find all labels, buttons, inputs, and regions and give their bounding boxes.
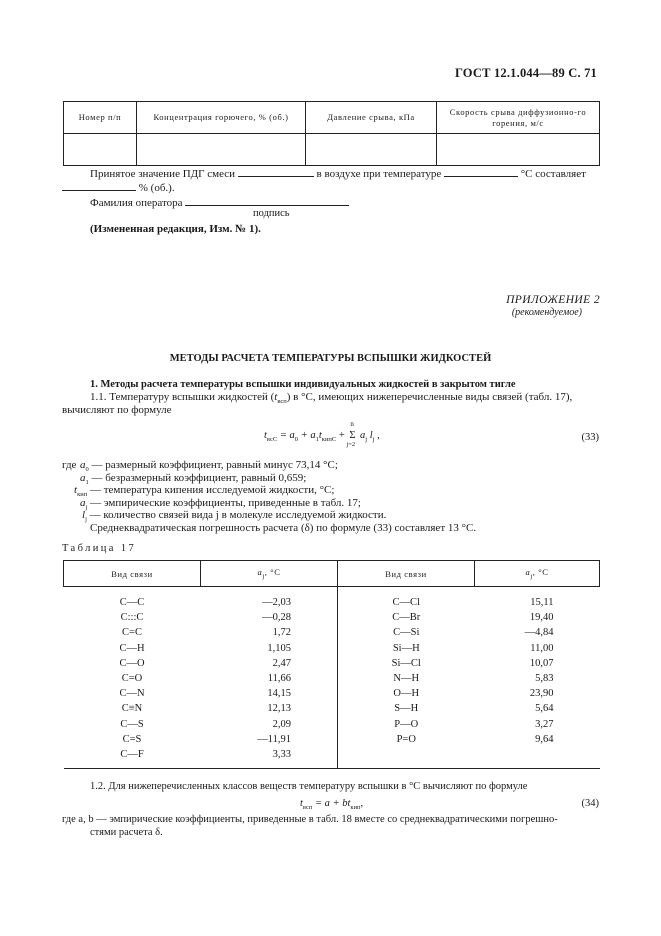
coef-cell: 15,11 xyxy=(530,597,554,608)
pdg-text-a: Принятое значение ПДГ смеси xyxy=(90,168,236,180)
table-row xyxy=(64,747,600,769)
coef-cell: 3,33 xyxy=(272,749,291,761)
col-pressure: Давление срыва, кПа xyxy=(306,102,437,134)
empty-cell xyxy=(64,134,137,166)
coef-cell: 1,105 xyxy=(267,642,291,654)
coef-cell: 1,72 xyxy=(272,627,291,639)
pdg-line xyxy=(90,167,610,181)
where-item: $t_{кип}$ — температура кипения исследуемой жидкости, °С; xyxy=(74,484,335,499)
bond-cell: C=C xyxy=(122,627,142,639)
operator-line xyxy=(90,196,630,210)
blank-field xyxy=(238,167,314,177)
table-17-body xyxy=(64,587,600,769)
empty-cell xyxy=(437,134,600,166)
table-17 xyxy=(63,560,600,769)
coef-cell: 11,66 xyxy=(267,673,291,685)
bond-cell: C—Br xyxy=(338,610,475,625)
coef-cell: 5,83 xyxy=(535,673,554,685)
bond-cell: C—H xyxy=(119,642,145,654)
formula-33: $t_{всС} = a_0 + a_1t_{кипС}$ + n Σ j=2 $a_j$ $l_j$ , xyxy=(264,420,380,448)
coef-cell: 11,00 xyxy=(530,642,554,654)
error-note: Среднеквадратическая погрешность расчета (δ) по формуле (33) составляет 13 °С. xyxy=(90,522,477,534)
bond-cell: C—Cl xyxy=(338,587,475,611)
table-17-caption: Таблица 17 xyxy=(62,543,137,554)
col-concentration: Концентрация горючего, % (об.) xyxy=(137,102,306,134)
bond-cell: C—S xyxy=(120,718,144,730)
where-34-cont: стями расчета δ. xyxy=(90,827,163,838)
formula-33-number: (33) xyxy=(581,432,599,443)
bond-cell: C=O xyxy=(121,673,143,685)
table-row xyxy=(64,732,600,747)
operator-label: Фамилия оператора xyxy=(90,197,183,209)
coef-cell: 2,47 xyxy=(272,657,291,669)
empty-cell xyxy=(306,134,437,166)
bond-cell: C≡N xyxy=(121,703,143,715)
table-row xyxy=(64,587,600,611)
bond-cell: N—H xyxy=(338,671,475,686)
coef-cell: 12,13 xyxy=(267,703,291,715)
coef-cell: 10,07 xyxy=(529,657,554,669)
coef-cell: —0,28 xyxy=(262,612,291,624)
pdg-text-b: в воздухе при температуре xyxy=(316,168,442,180)
bond-cell: C—O xyxy=(119,657,145,669)
table-row xyxy=(64,671,600,686)
coef-cell: —11,91 xyxy=(257,733,291,745)
col-bond: Вид связи xyxy=(338,561,475,587)
table-row xyxy=(64,701,600,716)
table-row xyxy=(64,641,600,656)
col-speed: Скорость срыва диффузионно-го горения, м/с xyxy=(437,102,600,134)
bond-cell: C—F xyxy=(120,749,144,761)
bond-cell: C—N xyxy=(119,688,145,700)
pdg-text-c: °С составляет xyxy=(520,168,586,180)
where-item: $a_0$ — размерный коэффициент, равный минус 73,14 °С; xyxy=(80,459,338,473)
bond-cell: P=O xyxy=(338,732,475,747)
table-row xyxy=(64,686,600,701)
appendix-subtitle: (рекомендуемое) xyxy=(511,307,582,318)
subsection-title: 1. Методы расчета температуры вспышки индивидуальных жидкостей в закрытом тигле xyxy=(90,379,516,390)
col-coef: $a_j$, °С xyxy=(475,561,600,587)
page-header: ГОСТ 12.1.044—89 С. 71 xyxy=(454,66,597,80)
table-row xyxy=(64,610,600,625)
coef-cell: 14,15 xyxy=(267,688,291,700)
bond-cell: S—H xyxy=(338,701,475,716)
bond-cell: O—H xyxy=(338,686,475,701)
paragraph-1-1-cont: вычисляют по формуле xyxy=(62,404,172,416)
measurement-table xyxy=(63,101,600,166)
where-item: $a_j$ — эмпирические коэффициенты, приведенные в табл. 17; xyxy=(80,496,361,511)
coef-cell: 2,09 xyxy=(272,718,291,730)
bond-cell: C=S xyxy=(122,733,142,745)
blank-field xyxy=(185,196,349,206)
paragraph-1-1: 1.1. Температуру вспышки жидкостей $(t_{всп})$ в °С, имеющих нижеперечисленные виды связей (табл. 17), xyxy=(90,391,573,405)
coef-cell: 5,64 xyxy=(535,703,554,715)
bond-cell: Si—Cl xyxy=(338,656,475,671)
pdg-line-2 xyxy=(62,181,602,195)
section-title: МЕТОДЫ РАСЧЕТА ТЕМПЕРАТУРЫ ВСПЫШКИ ЖИДКОСТЕЙ xyxy=(169,353,492,364)
appendix-title: ПРИЛОЖЕНИЕ 2 xyxy=(506,294,600,306)
pdg-text-d: % (об.). xyxy=(138,182,175,194)
coef-cell: 23,90 xyxy=(529,688,554,700)
bond-cell: C:::C xyxy=(120,612,144,624)
coef-cell: 9,64 xyxy=(535,733,554,745)
empty-cell xyxy=(137,134,306,166)
coef-cell: 19,40 xyxy=(529,612,554,624)
where-34: где a, b — эмпирические коэффициенты, приведенные в табл. 18 вместе со среднеквадратическими погрешно- xyxy=(62,814,558,825)
edition-note: (Измененная редакция, Изм. № 1). xyxy=(90,223,261,235)
formula-34-number: (34) xyxy=(581,798,599,809)
bond-cell: P—O xyxy=(338,717,475,732)
coef-cell: —4,84 xyxy=(524,627,554,639)
blank-field xyxy=(444,167,518,177)
bond-cell: C—C xyxy=(119,597,145,608)
col-bond: Вид связи xyxy=(64,561,201,587)
blank-field xyxy=(62,181,136,191)
table-row xyxy=(64,656,600,671)
sum-symbol: n Σ j=2 xyxy=(346,420,356,448)
where-block: где $a_0$ — размерный коэффициент, равный минус 73,14 °С; $a_1$ — безразмерный коэффициент, равный 0,659; $t_{кип}$ — температура кипения исследуемой жидкости, °С; $a_j$ — эмпирические коэффициенты, приведенные в табл. 17; $l_j$ — количество связей вида j в молекуле исследуемой жидкости. Среднеквадратическая погрешность расчета (δ) по формуле (33) составляет 13 °С. xyxy=(62,459,477,534)
coef-cell: —2,03 xyxy=(262,597,291,608)
table-row xyxy=(64,625,600,640)
coef-cell: 3,27 xyxy=(535,718,554,730)
bond-cell: C—Si xyxy=(338,625,475,640)
coef-cell xyxy=(475,747,600,769)
paragraph-1-2: 1.2. Для нижеперечисленных классов веществ температуру вспышки в °С вычисляют по формуле xyxy=(90,781,528,792)
bond-cell: Si—H xyxy=(338,641,475,656)
col-number: Номер п/п xyxy=(64,102,137,134)
signature-label: подпись xyxy=(253,208,290,219)
table-row xyxy=(64,717,600,732)
col-coef: $a_j$, °С xyxy=(201,561,338,587)
bond-cell xyxy=(338,747,475,769)
formula-34: $t_{всп} = a + bt_{кип}$, xyxy=(300,798,364,811)
where-item: $l_j$ — количество связей вида j в молекуле исследуемой жидкости. xyxy=(82,509,387,524)
where-item: $a_1$ — безразмерный коэффициент, равный 0,659; xyxy=(80,471,307,486)
